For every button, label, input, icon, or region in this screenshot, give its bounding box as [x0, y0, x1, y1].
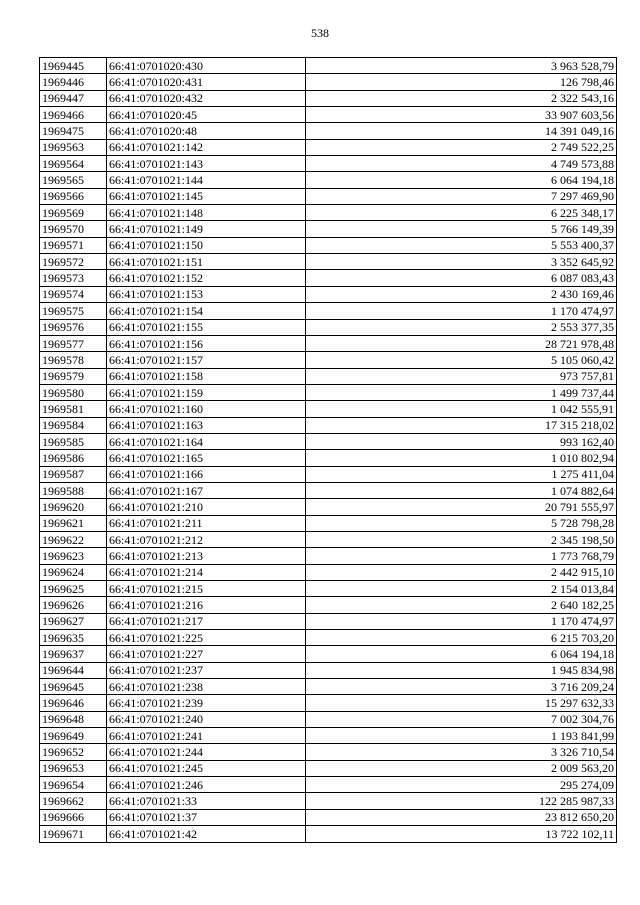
- table-row: [40, 335, 617, 351]
- table-row: [40, 172, 617, 188]
- cadastral-number-cell: 66:41:0701021:156: [107, 335, 306, 351]
- value-cell: 1 275 411,04: [306, 466, 617, 482]
- cadastral-number-cell: 66:41:0701021:210: [107, 499, 306, 515]
- value-cell: 5 105 060,42: [306, 352, 617, 368]
- record-id-cell: 1969581: [40, 401, 107, 417]
- value-cell: 2 442 915,10: [306, 564, 617, 580]
- table-row: [40, 401, 617, 417]
- cadastral-number-cell: 66:41:0701021:244: [107, 744, 306, 760]
- record-id-cell: 1969564: [40, 156, 107, 172]
- cadastral-number-cell: 66:41:0701021:42: [107, 826, 306, 842]
- table-row: [40, 466, 617, 482]
- table-row: [40, 433, 617, 449]
- value-cell: 6 064 194,18: [306, 646, 617, 662]
- cadastral-number-cell: 66:41:0701021:241: [107, 728, 306, 744]
- table-row: [40, 303, 617, 319]
- value-cell: 2 749 522,25: [306, 139, 617, 155]
- cadastral-number-cell: 66:41:0701021:216: [107, 597, 306, 613]
- cadastral-number-cell: 66:41:0701021:154: [107, 303, 306, 319]
- value-cell: 28 721 978,48: [306, 335, 617, 351]
- cadastral-number-cell: 66:41:0701021:237: [107, 662, 306, 678]
- record-id-cell: 1969578: [40, 352, 107, 368]
- table-row: [40, 777, 617, 793]
- cadastral-number-cell: 66:41:0701021:165: [107, 450, 306, 466]
- table-row: [40, 548, 617, 564]
- cadastral-number-cell: 66:41:0701021:159: [107, 384, 306, 400]
- cadastral-number-cell: 66:41:0701021:167: [107, 482, 306, 498]
- value-cell: 2 009 563,20: [306, 760, 617, 776]
- page-number: 538: [311, 26, 329, 40]
- record-id-cell: 1969466: [40, 107, 107, 123]
- table-row: [40, 188, 617, 204]
- table-row: [40, 58, 617, 74]
- record-id-cell: 1969574: [40, 286, 107, 302]
- cadastral-number-cell: 66:41:0701021:163: [107, 417, 306, 433]
- table-row: [40, 156, 617, 172]
- record-id-cell: 1969577: [40, 335, 107, 351]
- record-id-cell: 1969621: [40, 515, 107, 531]
- record-id-cell: 1969620: [40, 499, 107, 515]
- cadastral-number-cell: 66:41:0701021:153: [107, 286, 306, 302]
- record-id-cell: 1969571: [40, 237, 107, 253]
- record-id-cell: 1969569: [40, 205, 107, 221]
- table-row: [40, 499, 617, 515]
- cadastral-number-cell: 66:41:0701021:212: [107, 531, 306, 547]
- record-id-cell: 1969622: [40, 531, 107, 547]
- record-id-cell: 1969645: [40, 679, 107, 695]
- value-cell: 2 154 013,84: [306, 581, 617, 597]
- table-row: [40, 368, 617, 384]
- table-row: [40, 564, 617, 580]
- table-row: [40, 711, 617, 727]
- table-row: [40, 450, 617, 466]
- table-row: [40, 744, 617, 760]
- value-cell: 6 215 703,20: [306, 630, 617, 646]
- cadastral-number-cell: 66:41:0701021:151: [107, 254, 306, 270]
- table-row: [40, 793, 617, 809]
- cadastral-number-cell: 66:41:0701020:48: [107, 123, 306, 139]
- cadastral-number-cell: 66:41:0701021:37: [107, 809, 306, 825]
- cadastral-number-cell: 66:41:0701021:155: [107, 319, 306, 335]
- record-id-cell: 1969654: [40, 777, 107, 793]
- cadastral-number-cell: 66:41:0701021:33: [107, 793, 306, 809]
- value-cell: 23 812 650,20: [306, 809, 617, 825]
- table-row: [40, 90, 617, 106]
- record-id-cell: 1969447: [40, 90, 107, 106]
- table-row: [40, 613, 617, 629]
- record-id-cell: 1969662: [40, 793, 107, 809]
- record-id-cell: 1969648: [40, 711, 107, 727]
- record-id-cell: 1969652: [40, 744, 107, 760]
- record-id-cell: 1969585: [40, 433, 107, 449]
- cadastral-number-cell: 66:41:0701021:148: [107, 205, 306, 221]
- table-row: [40, 319, 617, 335]
- value-cell: 1 773 768,79: [306, 548, 617, 564]
- record-id-cell: 1969626: [40, 597, 107, 613]
- cadastral-number-cell: 66:41:0701021:214: [107, 564, 306, 580]
- value-cell: 3 326 710,54: [306, 744, 617, 760]
- record-id-cell: 1969579: [40, 368, 107, 384]
- record-id-cell: 1969646: [40, 695, 107, 711]
- cadastral-number-cell: 66:41:0701021:166: [107, 466, 306, 482]
- table-row: [40, 417, 617, 433]
- cadastral-number-cell: 66:41:0701021:215: [107, 581, 306, 597]
- value-cell: 14 391 049,16: [306, 123, 617, 139]
- cadastral-number-cell: 66:41:0701020:430: [107, 58, 306, 74]
- registry-table-body: [40, 58, 617, 843]
- record-id-cell: 1969576: [40, 319, 107, 335]
- record-id-cell: 1969586: [40, 450, 107, 466]
- cadastral-number-cell: 66:41:0701021:225: [107, 630, 306, 646]
- table-row: [40, 221, 617, 237]
- value-cell: 1 074 882,64: [306, 482, 617, 498]
- cadastral-number-cell: 66:41:0701021:245: [107, 760, 306, 776]
- table-row: [40, 74, 617, 90]
- record-id-cell: 1969627: [40, 613, 107, 629]
- table-row: [40, 123, 617, 139]
- table-row: [40, 809, 617, 825]
- table-row: [40, 237, 617, 253]
- value-cell: 5 728 798,28: [306, 515, 617, 531]
- cadastral-number-cell: 66:41:0701021:211: [107, 515, 306, 531]
- record-id-cell: 1969649: [40, 728, 107, 744]
- table-row: [40, 352, 617, 368]
- table-row: [40, 679, 617, 695]
- cadastral-number-cell: 66:41:0701020:45: [107, 107, 306, 123]
- record-id-cell: 1969575: [40, 303, 107, 319]
- value-cell: 973 757,81: [306, 368, 617, 384]
- record-id-cell: 1969566: [40, 188, 107, 204]
- cadastral-number-cell: 66:41:0701021:150: [107, 237, 306, 253]
- value-cell: 3 716 209,24: [306, 679, 617, 695]
- record-id-cell: 1969623: [40, 548, 107, 564]
- cadastral-number-cell: 66:41:0701021:144: [107, 172, 306, 188]
- record-id-cell: 1969588: [40, 482, 107, 498]
- value-cell: 1 170 474,97: [306, 613, 617, 629]
- record-id-cell: 1969587: [40, 466, 107, 482]
- table-row: [40, 728, 617, 744]
- cadastral-number-cell: 66:41:0701021:227: [107, 646, 306, 662]
- cadastral-number-cell: 66:41:0701021:143: [107, 156, 306, 172]
- value-cell: 1 945 834,98: [306, 662, 617, 678]
- cadastral-number-cell: 66:41:0701021:160: [107, 401, 306, 417]
- value-cell: 1 010 802,94: [306, 450, 617, 466]
- value-cell: 5 553 400,37: [306, 237, 617, 253]
- value-cell: 2 345 198,50: [306, 531, 617, 547]
- record-id-cell: 1969475: [40, 123, 107, 139]
- value-cell: 7 297 469,90: [306, 188, 617, 204]
- table-row: [40, 662, 617, 678]
- value-cell: 1 193 841,99: [306, 728, 617, 744]
- table-row: [40, 254, 617, 270]
- cadastral-number-cell: 66:41:0701021:164: [107, 433, 306, 449]
- table-row: [40, 384, 617, 400]
- record-id-cell: 1969624: [40, 564, 107, 580]
- value-cell: 2 553 377,35: [306, 319, 617, 335]
- table-row: [40, 760, 617, 776]
- table-row: [40, 581, 617, 597]
- record-id-cell: 1969446: [40, 74, 107, 90]
- record-id-cell: 1969637: [40, 646, 107, 662]
- cadastral-number-cell: 66:41:0701021:145: [107, 188, 306, 204]
- value-cell: 3 352 645,92: [306, 254, 617, 270]
- value-cell: 3 963 528,79: [306, 58, 617, 74]
- value-cell: 1 042 555,91: [306, 401, 617, 417]
- cadastral-number-cell: 66:41:0701021:246: [107, 777, 306, 793]
- record-id-cell: 1969584: [40, 417, 107, 433]
- value-cell: 6 225 348,17: [306, 205, 617, 221]
- record-id-cell: 1969565: [40, 172, 107, 188]
- table-row: [40, 597, 617, 613]
- value-cell: 6 087 083,43: [306, 270, 617, 286]
- cadastral-number-cell: 66:41:0701021:217: [107, 613, 306, 629]
- table-row: [40, 515, 617, 531]
- table-row: [40, 826, 617, 842]
- cadastral-number-cell: 66:41:0701021:149: [107, 221, 306, 237]
- table-row: [40, 630, 617, 646]
- cadastral-number-cell: 66:41:0701020:431: [107, 74, 306, 90]
- value-cell: 126 798,46: [306, 74, 617, 90]
- table-row: [40, 482, 617, 498]
- cadastral-number-cell: 66:41:0701021:157: [107, 352, 306, 368]
- cadastral-number-cell: 66:41:0701021:240: [107, 711, 306, 727]
- record-id-cell: 1969563: [40, 139, 107, 155]
- record-id-cell: 1969573: [40, 270, 107, 286]
- record-id-cell: 1969671: [40, 826, 107, 842]
- table-row: [40, 286, 617, 302]
- value-cell: 2 430 169,46: [306, 286, 617, 302]
- record-id-cell: 1969572: [40, 254, 107, 270]
- cadastral-number-cell: 66:41:0701021:158: [107, 368, 306, 384]
- registry-table: [39, 57, 617, 843]
- value-cell: 15 297 632,33: [306, 695, 617, 711]
- record-id-cell: 1969580: [40, 384, 107, 400]
- value-cell: 1 499 737,44: [306, 384, 617, 400]
- table-row: [40, 107, 617, 123]
- cadastral-number-cell: 66:41:0701021:238: [107, 679, 306, 695]
- record-id-cell: 1969644: [40, 662, 107, 678]
- value-cell: 5 766 149,39: [306, 221, 617, 237]
- record-id-cell: 1969445: [40, 58, 107, 74]
- record-id-cell: 1969625: [40, 581, 107, 597]
- table-row: [40, 139, 617, 155]
- table-row: [40, 531, 617, 547]
- table-row: [40, 205, 617, 221]
- value-cell: 1 170 474,97: [306, 303, 617, 319]
- value-cell: 33 907 603,56: [306, 107, 617, 123]
- record-id-cell: 1969653: [40, 760, 107, 776]
- table-row: [40, 695, 617, 711]
- table-row: [40, 646, 617, 662]
- value-cell: 17 315 218,02: [306, 417, 617, 433]
- value-cell: 6 064 194,18: [306, 172, 617, 188]
- value-cell: 20 791 555,97: [306, 499, 617, 515]
- value-cell: 7 002 304,76: [306, 711, 617, 727]
- record-id-cell: 1969570: [40, 221, 107, 237]
- cadastral-number-cell: 66:41:0701021:142: [107, 139, 306, 155]
- cadastral-number-cell: 66:41:0701021:152: [107, 270, 306, 286]
- cadastral-number-cell: 66:41:0701021:213: [107, 548, 306, 564]
- value-cell: 122 285 987,33: [306, 793, 617, 809]
- value-cell: 295 274,09: [306, 777, 617, 793]
- value-cell: 2 640 182,25: [306, 597, 617, 613]
- value-cell: 2 322 543,16: [306, 90, 617, 106]
- record-id-cell: 1969666: [40, 809, 107, 825]
- table-row: [40, 270, 617, 286]
- cadastral-number-cell: 66:41:0701020:432: [107, 90, 306, 106]
- value-cell: 4 749 573,88: [306, 156, 617, 172]
- value-cell: 993 162,40: [306, 433, 617, 449]
- cadastral-number-cell: 66:41:0701021:239: [107, 695, 306, 711]
- value-cell: 13 722 102,11: [306, 826, 617, 842]
- record-id-cell: 1969635: [40, 630, 107, 646]
